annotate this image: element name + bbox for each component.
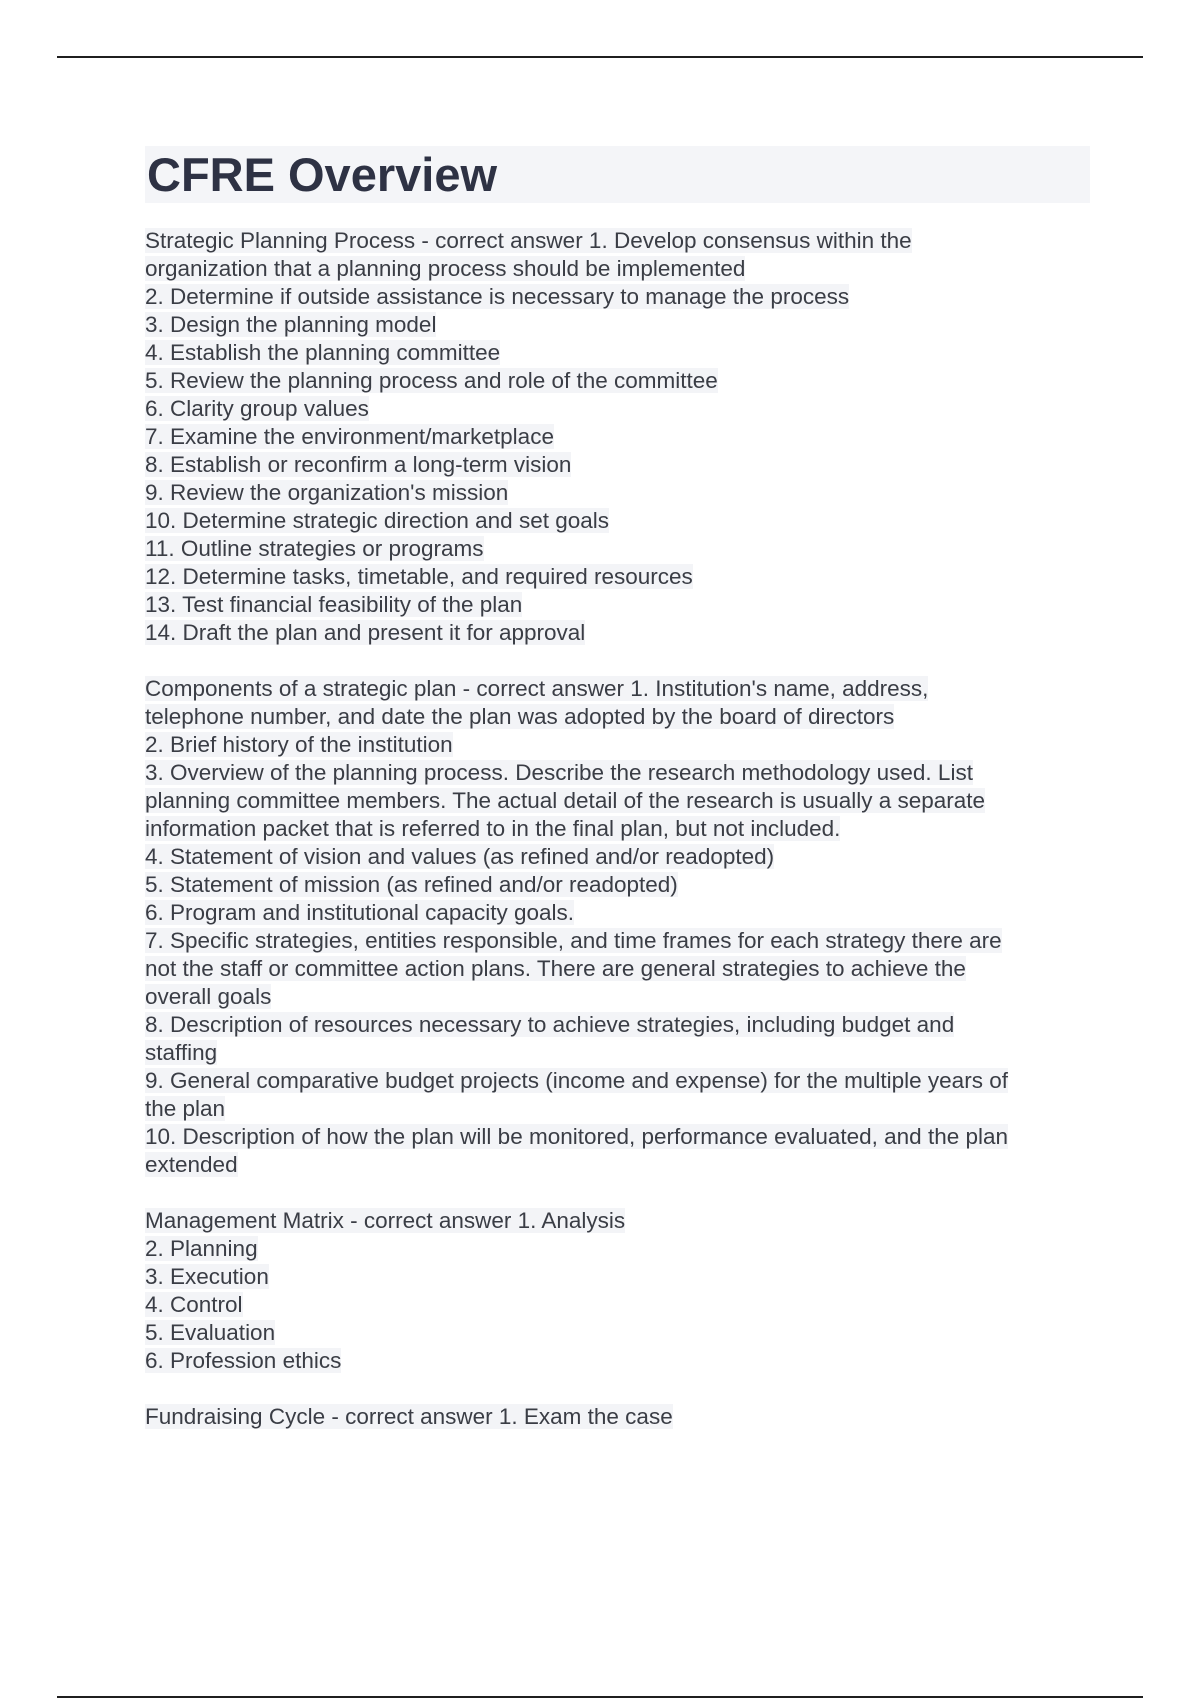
- line-text: overall goals: [145, 984, 272, 1009]
- line-text: planning committee members. The actual detail of the research is usually a separate: [145, 788, 986, 813]
- answer-line: [145, 1347, 1090, 1375]
- answer-line: [145, 395, 1090, 423]
- line-text: 3. Execution: [145, 1264, 269, 1289]
- line-text: Fundraising Cycle - correct answer 1. Exam the case: [145, 1404, 673, 1429]
- line-text: 5. Evaluation: [145, 1320, 276, 1345]
- flashcard-question-line: [145, 675, 1090, 703]
- answer-line: [145, 479, 1090, 507]
- line-text: not the staff or committee action plans. There are general strategies to achieve the: [145, 956, 966, 981]
- answer-line: [145, 815, 1090, 843]
- line-text: 14. Draft the plan and present it for approval: [145, 620, 586, 645]
- answer-line: [145, 731, 1090, 759]
- line-text: 8. Description of resources necessary to achieve strategies, including budget and: [145, 1012, 955, 1037]
- answer-line: [145, 899, 1090, 927]
- line-text: Management Matrix - correct answer 1. Analysis: [145, 1208, 626, 1233]
- bottom-rule: [57, 1696, 1143, 1698]
- line-text: the plan: [145, 1096, 226, 1121]
- answer-line: [145, 1011, 1090, 1039]
- answer-line: [145, 871, 1090, 899]
- answer-line: [145, 507, 1090, 535]
- line-text: telephone number, and date the plan was adopted by the board of directors: [145, 704, 895, 729]
- answer-line: [145, 1319, 1090, 1347]
- answer-line: [145, 535, 1090, 563]
- answer-line: [145, 339, 1090, 367]
- document-body: [145, 146, 1090, 1459]
- line-text: 2. Brief history of the institution: [145, 732, 453, 757]
- line-text: 11. Outline strategies or programs: [145, 536, 484, 561]
- line-text: 9. Review the organization's mission: [145, 480, 509, 505]
- answer-line: [145, 983, 1090, 1011]
- top-rule: [57, 56, 1143, 58]
- line-text: organization that a planning process should be implemented: [145, 256, 746, 281]
- line-text: 9. General comparative budget projects (income and expense) for the multiple years of: [145, 1068, 1008, 1093]
- line-text: 10. Description of how the plan will be monitored, performance evaluated, and the plan: [145, 1124, 1009, 1149]
- page-title: CFRE Overview: [145, 146, 1090, 203]
- line-text: 4. Establish the planning committee: [145, 340, 501, 365]
- line-text: 12. Determine tasks, timetable, and required resources: [145, 564, 693, 589]
- answer-line: [145, 619, 1090, 647]
- flashcard-question-line: [145, 1403, 1090, 1431]
- answer-line: [145, 1263, 1090, 1291]
- line-text: 8. Establish or reconfirm a long-term vision: [145, 452, 572, 477]
- line-text: 3. Design the planning model: [145, 312, 437, 337]
- flashcard-question-line: [145, 1207, 1090, 1235]
- line-text: 5. Statement of mission (as refined and/or readopted): [145, 872, 678, 897]
- line-text: 2. Determine if outside assistance is necessary to manage the process: [145, 284, 850, 309]
- answer-line: [145, 787, 1090, 815]
- answer-line: [145, 927, 1090, 955]
- flashcard-section: [145, 675, 1090, 1179]
- flashcard-section: [145, 1403, 1090, 1431]
- line-text: 6. Program and institutional capacity goals.: [145, 900, 574, 925]
- answer-line: [145, 367, 1090, 395]
- line-text: 6. Clarity group values: [145, 396, 369, 421]
- line-text: 4. Control: [145, 1292, 243, 1317]
- answer-line: [145, 1095, 1090, 1123]
- line-text: 2. Planning: [145, 1236, 258, 1261]
- flashcard-list: [145, 227, 1090, 1431]
- answer-line: [145, 1067, 1090, 1095]
- line-text: Strategic Planning Process - correct answer 1. Develop consensus within the: [145, 228, 912, 253]
- flashcard-question-line: [145, 227, 1090, 255]
- answer-line: [145, 955, 1090, 983]
- answer-line: [145, 1291, 1090, 1319]
- answer-line: [145, 703, 1090, 731]
- line-text: 3. Overview of the planning process. Describe the research methodology used. List: [145, 760, 973, 785]
- line-text: extended: [145, 1152, 238, 1177]
- line-text: 10. Determine strategic direction and set goals: [145, 508, 609, 533]
- line-text: 4. Statement of vision and values (as refined and/or readopted): [145, 844, 775, 869]
- answer-line: [145, 843, 1090, 871]
- answer-line: [145, 1151, 1090, 1179]
- flashcard-section: [145, 1207, 1090, 1375]
- answer-line: [145, 451, 1090, 479]
- line-text: information packet that is referred to in the final plan, but not included.: [145, 816, 841, 841]
- line-text: 5. Review the planning process and role of the committee: [145, 368, 718, 393]
- answer-line: [145, 563, 1090, 591]
- line-text: staffing: [145, 1040, 218, 1065]
- line-text: 7. Specific strategies, entities responsible, and time frames for each strategy there are: [145, 928, 1002, 953]
- answer-line: [145, 759, 1090, 787]
- line-text: 7. Examine the environment/marketplace: [145, 424, 554, 449]
- answer-line: [145, 1235, 1090, 1263]
- answer-line: [145, 1039, 1090, 1067]
- answer-line: [145, 423, 1090, 451]
- answer-line: [145, 283, 1090, 311]
- line-text: 13. Test financial feasibility of the plan: [145, 592, 523, 617]
- answer-line: [145, 255, 1090, 283]
- flashcard-section: [145, 227, 1090, 647]
- answer-line: [145, 311, 1090, 339]
- answer-line: [145, 1123, 1090, 1151]
- line-text: Components of a strategic plan - correct answer 1. Institution's name, address,: [145, 676, 929, 701]
- line-text: 6. Profession ethics: [145, 1348, 342, 1373]
- answer-line: [145, 591, 1090, 619]
